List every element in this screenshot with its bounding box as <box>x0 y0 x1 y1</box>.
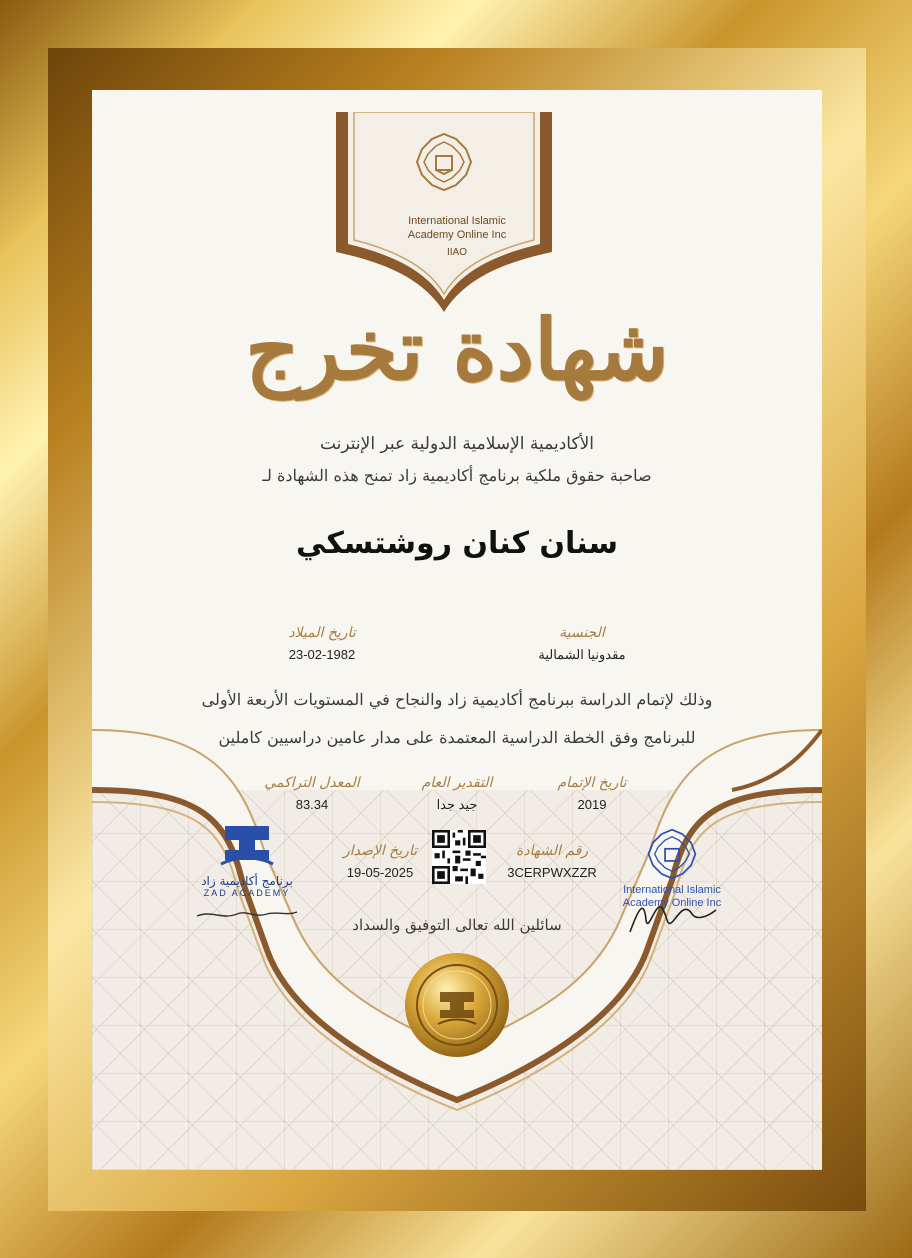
issue-date-value: 19-05-2025 <box>346 865 414 880</box>
gpa-label: المعدل التراكمي <box>264 775 360 791</box>
body-line-2: للبرنامج وفق الخطة الدراسية المعتمدة على مدار عامين دراسيين كاملين <box>218 728 696 747</box>
grade-value: جيد جدا <box>436 797 478 812</box>
completion-date-label: تاريخ الإتمام <box>557 775 627 791</box>
birth-date-value: 23-02-1982 <box>288 647 356 662</box>
zad-logo-icon <box>217 820 277 870</box>
nationality-value: مقدونيا الشمالية <box>538 647 626 662</box>
iiao-emblem-icon <box>414 132 474 192</box>
gpa-value: 83.34 <box>295 797 329 812</box>
zad-logo-english: ZAD ACADEMY <box>203 888 291 898</box>
birth-date-label: تاريخ الميلاد <box>288 625 356 641</box>
org-name-line1: International Islamic <box>408 215 506 227</box>
certificate-paper <box>92 90 822 1170</box>
iiao-blue-emblem-icon <box>646 828 698 880</box>
gpa-field <box>232 774 392 814</box>
org-name-line2: Academy Online Inc <box>407 229 507 241</box>
issue-date-field <box>300 842 460 882</box>
gold-seal-icon <box>402 950 512 1060</box>
zad-logo-arabic: برنامج أكاديمية زاد <box>201 874 293 888</box>
certificate-title: شهادة تخرج <box>245 300 669 399</box>
certificate-number-label: رقم الشهادة <box>515 843 589 859</box>
nationality-field <box>502 624 662 664</box>
issue-date-label: تاريخ الإصدار <box>342 843 418 859</box>
iiao-blue-line2: Academy Online Inc <box>622 897 722 909</box>
recipient-name: سنان كنان روشتسكي <box>295 526 619 561</box>
birth-date-field <box>242 624 402 664</box>
grade-field <box>377 774 537 814</box>
iiao-blue-line1: International Islamic <box>623 884 721 896</box>
zad-academy-logo <box>187 820 307 898</box>
completion-date-value: 2019 <box>577 797 607 812</box>
closing-line: سائلين الله تعالى التوفيق والسداد <box>352 916 562 934</box>
nationality-label: الجنسية <box>559 625 605 641</box>
body-line-1: وذلك لإتمام الدراسة ببرنامج أكاديمية زاد والنجاح في المستويات الأربعة الأولى <box>201 690 713 709</box>
grant-line: صاحبة حقوق ملكية برنامج أكاديمية زاد تمنح هذه الشهادة لـ <box>262 466 652 485</box>
certificate-number-value: 3CERPWXZZR <box>507 865 597 880</box>
grade-label: التقدير العام <box>421 775 493 791</box>
org-abbreviation: IIAO <box>446 247 467 258</box>
issuer-line: الأكاديمية الإسلامية الدولية عبر الإنترنت <box>319 434 595 454</box>
